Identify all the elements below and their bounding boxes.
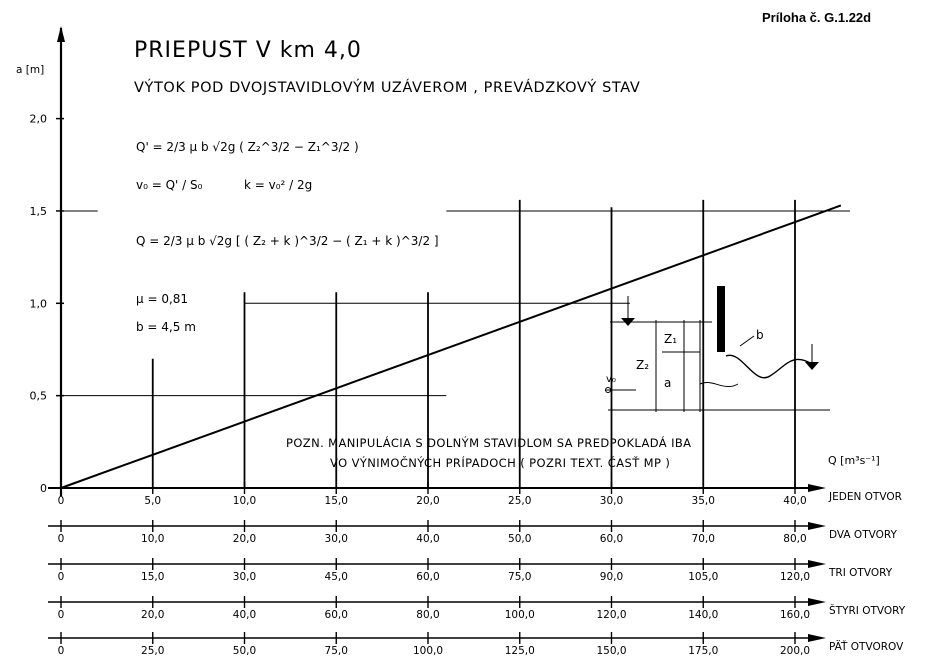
x-tick-label: 140,0 (688, 609, 719, 621)
x-tick-label: 175,0 (688, 645, 719, 657)
axes (48, 26, 826, 644)
x-tick-label: 100,0 (412, 645, 444, 657)
note-line-2: VO VÝNIMOČNÝCH PRÍPADOCH ( POZRI TEXT. ČASŤ MP ) (330, 456, 671, 470)
x-tick-label: 0 (57, 645, 65, 657)
y-tick-label: 0,5 (29, 389, 47, 403)
flow-stream (700, 382, 738, 386)
x-tick-label: 40,0 (416, 533, 440, 545)
x-tick-label: 0 (57, 533, 65, 545)
x-tick-label: 75,0 (508, 571, 532, 583)
x-tick-label: 40,0 (232, 609, 257, 621)
x-axis-caption-2: DVA OTVORY (829, 529, 897, 541)
attachment-label: Príloha č. G.1.22d (762, 10, 872, 25)
x-tick-label: 40,0 (783, 495, 807, 507)
x-tick-label: 0 (57, 609, 65, 621)
x-tick-label: 20,0 (232, 533, 257, 545)
gate-leaf (717, 286, 725, 352)
chart-title: PRIEPUST V km 4,0 (134, 38, 362, 63)
x-tick-label: 75,0 (324, 645, 348, 657)
x-tick-label: 25,0 (141, 645, 165, 657)
formula-k: k = v₀² / 2g (244, 178, 313, 192)
diagram-a-label: a (664, 376, 672, 390)
x-tick-label: 50,0 (508, 533, 532, 545)
x-tick-label: 60,0 (416, 571, 440, 583)
b-leader (740, 336, 754, 346)
x-tick-label: 80,0 (783, 533, 807, 545)
formula-v0: v₀ = Q' / S₀ (136, 178, 203, 192)
y-tick-label: 1,5 (29, 204, 47, 218)
x-tick-label: 125,0 (504, 645, 535, 657)
y-tick-label: 1,0 (29, 297, 47, 311)
outflow-jet (726, 355, 812, 377)
x-axis-arrow-2 (808, 522, 826, 530)
x-tick-label: 30,0 (232, 571, 257, 583)
x-tick-label: 35,0 (691, 495, 715, 507)
x-tick-label: 0 (57, 571, 65, 583)
diagram-z2-label: Z₂ (636, 358, 650, 372)
x-axis-caption-4: ŠTYRI OTVORY (829, 605, 906, 617)
x-axis-arrow-5 (808, 634, 826, 642)
x-tick-label: 60,0 (324, 609, 348, 621)
x-axis-arrow-4 (808, 598, 826, 606)
x-tick-label: 20,0 (416, 495, 440, 507)
diagram-v0-label: v₀ (606, 374, 616, 385)
x-tick-label: 30,0 (599, 495, 624, 507)
x-tick-label: 20,0 (141, 609, 165, 621)
b-value: b = 4,5 m (136, 320, 196, 334)
x-tick-label: 25,0 (508, 495, 532, 507)
x-tick-label: 70,0 (691, 533, 715, 545)
x-tick-label: 10,0 (141, 533, 165, 545)
x-axis-label: Q [m³s⁻¹] (828, 454, 880, 467)
note-line-1: POZN. MANIPULÁCIA S DOLNÝM STAVIDLOM SA PREDPOKLADÁ IBA (286, 436, 692, 450)
x-tick-label: 5,0 (144, 495, 162, 507)
formula-q: Q = 2/3 μ b √2g [ ( Z₂ + k )^3/2 − ( Z₁ + k )^3/2 ] (136, 234, 439, 248)
chart-subtitle: VÝTOK POD DVOJSTAVIDLOVÝM UZÁVEROM , PREVÁDZKOVÝ STAV (134, 80, 641, 96)
x-tick-label: 90,0 (599, 571, 624, 583)
x-tick-label: 80,0 (416, 609, 440, 621)
downstream-marker-head (805, 362, 819, 370)
gate-diagram (606, 286, 831, 412)
x-tick-label: 30,0 (324, 533, 348, 545)
x-tick-label: 120,0 (596, 609, 627, 621)
x-axis-arrow-3 (808, 560, 826, 568)
x-tick-label: 60,0 (599, 533, 624, 545)
x-tick-label: 160,0 (779, 609, 811, 621)
x-tick-label: 45,0 (324, 571, 348, 583)
x-tick-label: 0 (57, 495, 65, 507)
x-tick-label: 200,0 (779, 645, 811, 657)
x-axis-caption-1: JEDEN OTVOR (829, 491, 902, 503)
y-axis-arrow (57, 26, 65, 42)
y-tick-label: 0 (40, 482, 47, 495)
x-axis-caption-3: TRI OTVORY (829, 567, 893, 579)
x-axis-caption-5: PÄŤ OTVOROV (829, 641, 904, 653)
x-tick-label: 10,0 (232, 495, 257, 507)
diagram-z1-label: Z₁ (664, 332, 678, 346)
mu-value: μ = 0,81 (136, 292, 189, 306)
x-tick-label: 105,0 (688, 571, 719, 583)
formula-q-prime: Q' = 2/3 μ b √2g ( Z₂^3/2 − Z₁^3/2 ) (136, 140, 359, 154)
x-tick-label: 150,0 (596, 645, 627, 657)
y-axis-label: a [m] (16, 64, 45, 76)
x-tick-label: 100,0 (504, 609, 535, 621)
tick-labels (30, 113, 906, 657)
x-tick-label: 120,0 (779, 571, 811, 583)
diagram-b-label: b (756, 328, 764, 342)
x-tick-label: 15,0 (324, 495, 348, 507)
x-axis-arrow-1 (808, 484, 826, 492)
x-tick-label: 50,0 (232, 645, 257, 657)
y-tick-label: 2,0 (29, 112, 47, 126)
x-tick-label: 15,0 (141, 571, 165, 583)
